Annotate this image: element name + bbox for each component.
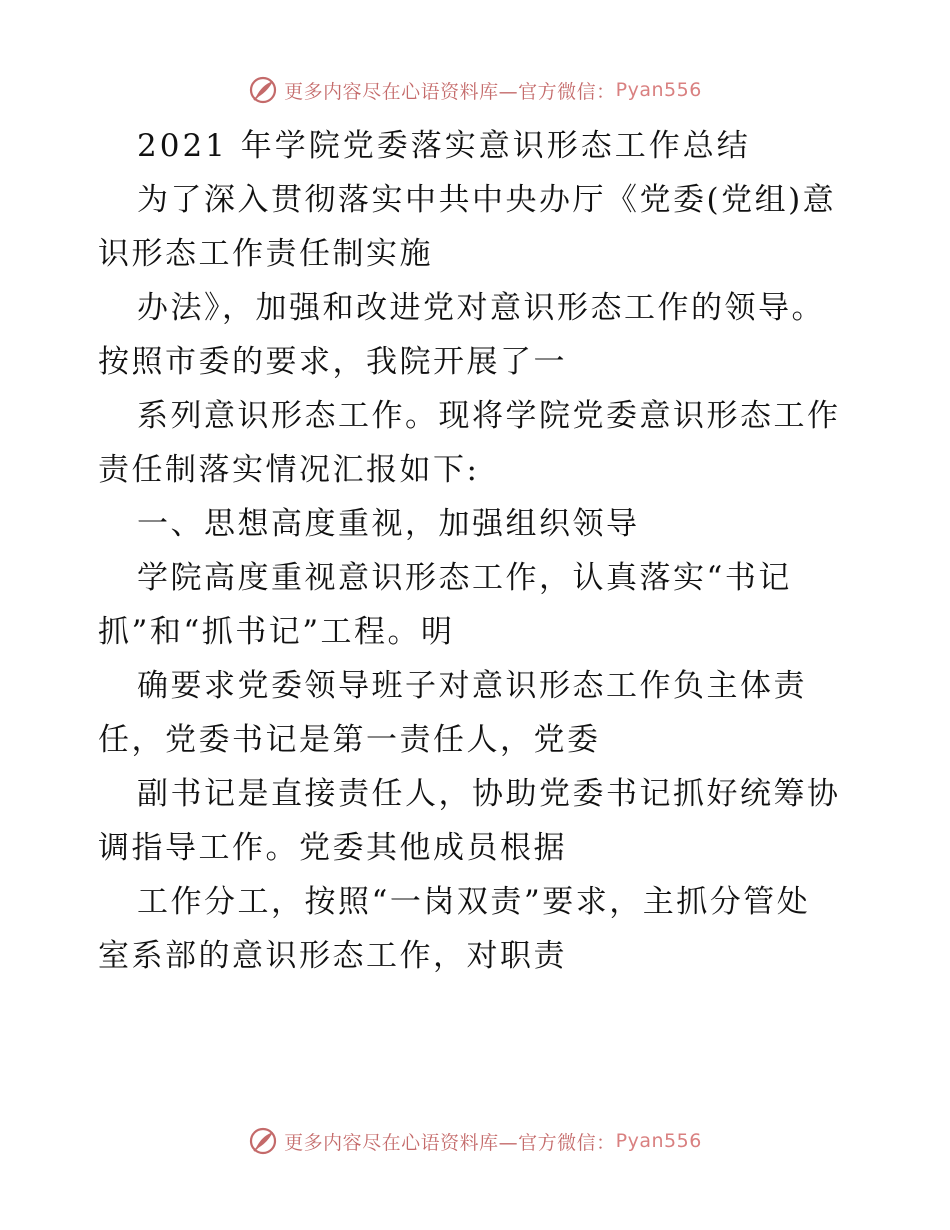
paragraph-line: 抓”和“抓书记”工程。明: [98, 614, 455, 650]
header-watermark: [0, 70, 950, 110]
paragraph-line: 任，党委书记是第一责任人，党委: [98, 722, 601, 758]
paragraph-line: 副书记是直接责任人，协助党委书记抓好统筹协: [137, 776, 841, 812]
paragraph-line: 确要求党委领导班子对意识形态工作负主体责: [137, 668, 807, 704]
paragraph-line: 系列意识形态工作。现将学院党委意识形态工作: [137, 398, 841, 434]
feather-seal-icon: [248, 75, 278, 105]
paragraph-line: 按照市委的要求，我院开展了一: [98, 344, 567, 380]
section-heading: 一、思想高度重视，加强组织领导: [137, 506, 640, 542]
watermark-wechat-id: Pyan556: [615, 1130, 702, 1152]
paragraph-line: 室系部的意识形态工作，对职责: [98, 938, 567, 974]
watermark-wechat-id: Pyan556: [615, 79, 702, 101]
feather-seal-icon: [248, 1126, 278, 1156]
paragraph-line: 识形态工作责任制实施: [98, 236, 433, 272]
paragraph-line: 学院高度重视意识形态工作，认真落实“书记: [137, 560, 792, 596]
watermark-text: 更多内容尽在心语资料库—官方微信：: [284, 80, 616, 103]
footer-watermark: [0, 1121, 950, 1161]
paragraph-line: 调指导工作。党委其他成员根据: [98, 830, 567, 866]
paragraph-line: 工作分工，按照“一岗双责”要求，主抓分管处: [137, 884, 811, 920]
paragraph-line: 责任制落实情况汇报如下:: [98, 452, 480, 488]
document-body: [98, 119, 858, 983]
paragraph-line: 办法》，加强和改进党对意识形态工作的领导。: [137, 290, 825, 326]
watermark-text: 更多内容尽在心语资料库—官方微信：: [284, 1131, 616, 1154]
paragraph-line: 为了深入贯彻落实中共中央办厅《党委(党组)意: [137, 182, 837, 218]
document-title: 2021 年学院党委落实意识形态工作总结: [137, 128, 751, 164]
